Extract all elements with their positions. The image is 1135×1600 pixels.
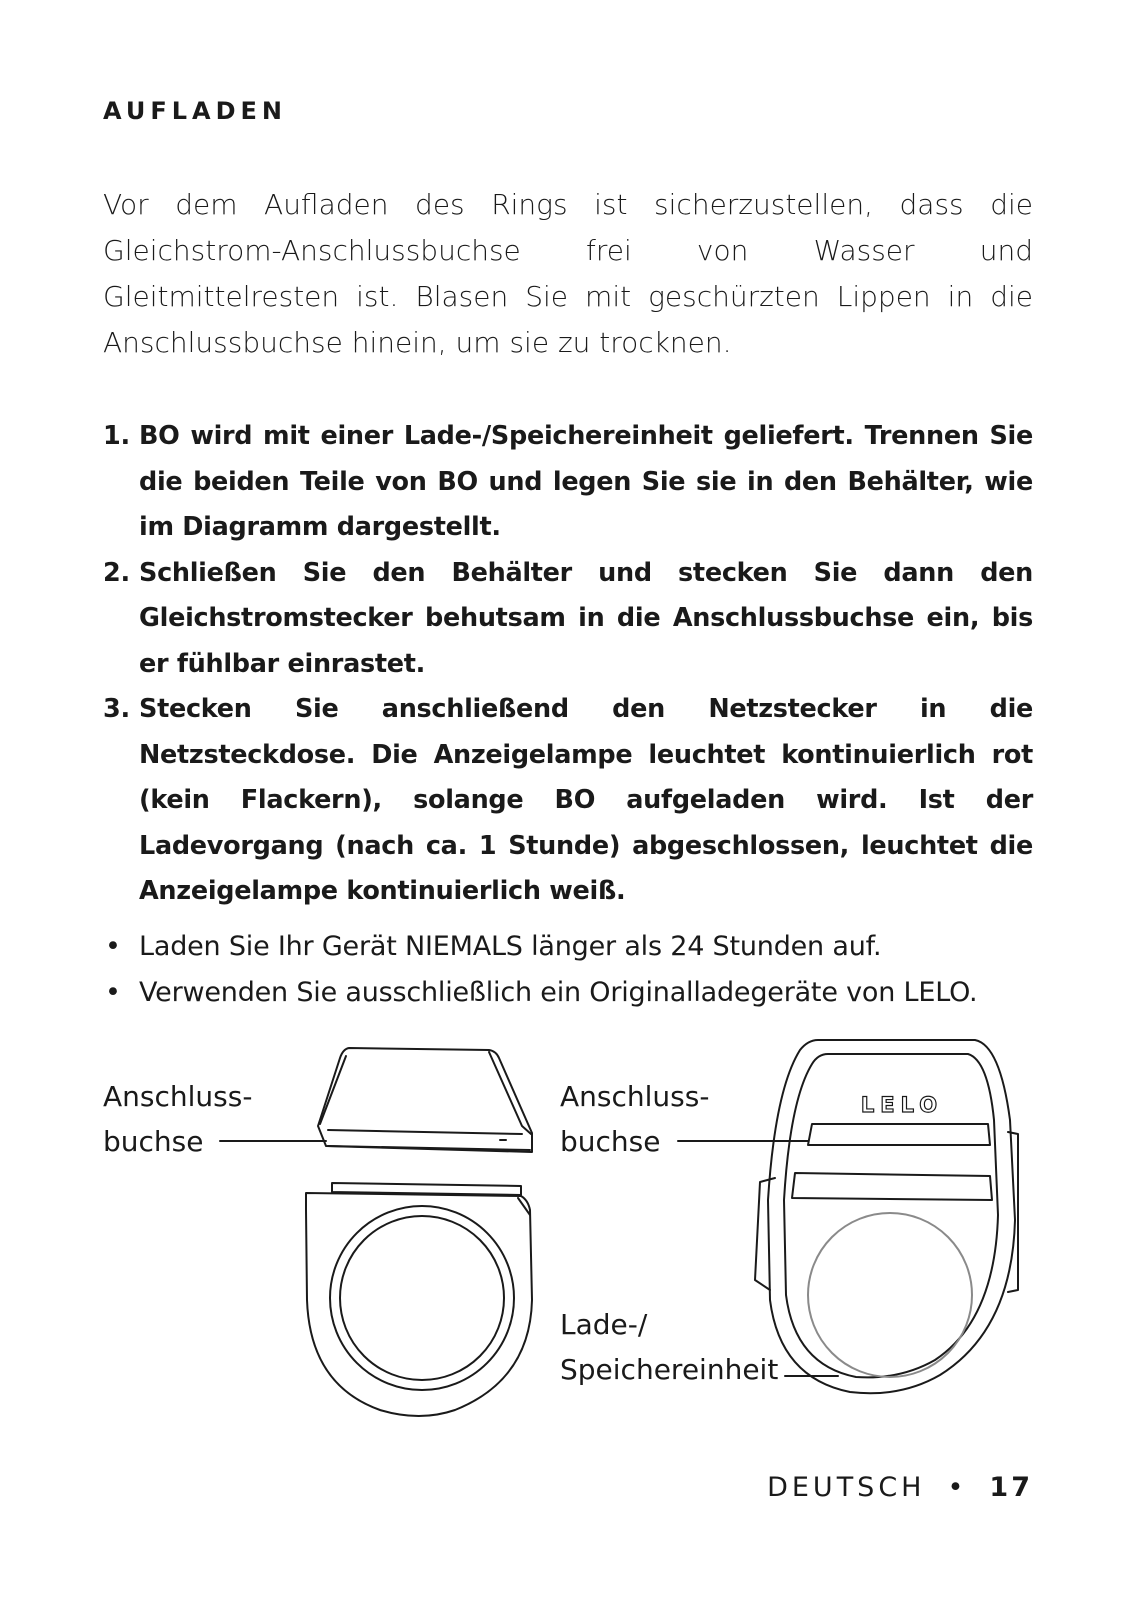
left-port-label: [103, 1074, 252, 1164]
charging-unit-label-line2: Speichereinheit: [560, 1353, 779, 1386]
step-text: Stecken Sie anschließend den Netzstecker in die Netzsteckdose. Die Anzeigelampe leuchtet kontinuierlich rot (kein Flackern), solange BO aufgeladen wird. Ist der Ladevorgang (nach ca. 1 Stunde) abgeschlossen, leuchtet die Anzeigelampe kontinuierlich weiß.: [139, 694, 1033, 906]
step-text: Schließen Sie den Behälter und stecken Sie dann den Gleichstromstecker behutsam in die Anschlussbuchse ein, bis er fühlbar einrastet.: [139, 557, 1033, 679]
charging-unit-label: [560, 1302, 778, 1392]
left-port-label-line2: buchse: [103, 1125, 204, 1158]
right-port-label: [560, 1074, 709, 1164]
step-number: 2.: [103, 557, 130, 588]
left-port-label-line1: Anschluss-: [103, 1080, 253, 1113]
ring-illustration: [306, 1183, 532, 1416]
page-title: AUFLADEN: [103, 97, 287, 125]
case-lid-illustration: [318, 1048, 532, 1152]
bullet-item: • Verwenden Sie ausschließlich ein Originalladegeräte von LELO.: [103, 970, 1033, 1016]
page-footer: [767, 1472, 1033, 1503]
step-number: 1.: [103, 421, 130, 451]
step-number: 3.: [103, 694, 130, 724]
footer-separator: •: [947, 1472, 968, 1503]
right-port-label-line2: buchse: [560, 1125, 661, 1158]
charging-unit-label-line1: Lade-/: [560, 1308, 648, 1341]
right-port-label-line1: Anschluss-: [560, 1080, 710, 1113]
lelo-logo: LELO: [860, 1093, 944, 1117]
bullet-item: • Laden Sie Ihr Gerät NIEMALS länger als 24 Stunden auf.: [103, 924, 1033, 970]
step-text: BO wird mit einer Lade-/Speichereinheit geliefert. Trennen Sie die beiden Teile von BO und legen Sie sie in den Behälter, wie im Diagramm dargestellt.: [139, 421, 1033, 542]
footer-language: DEUTSCH: [767, 1472, 926, 1503]
intro-paragraph: Vor dem Aufladen des Rings ist sicherzustellen, dass die Gleichstrom-Anschlussbuchse frei von Wasser und Gleitmittelresten ist. Blasen Sie mit geschürzten Lippen in die Anschlussbuchse hinein, um sie zu trocknen.: [103, 188, 1033, 359]
page-number: 17: [989, 1472, 1033, 1503]
